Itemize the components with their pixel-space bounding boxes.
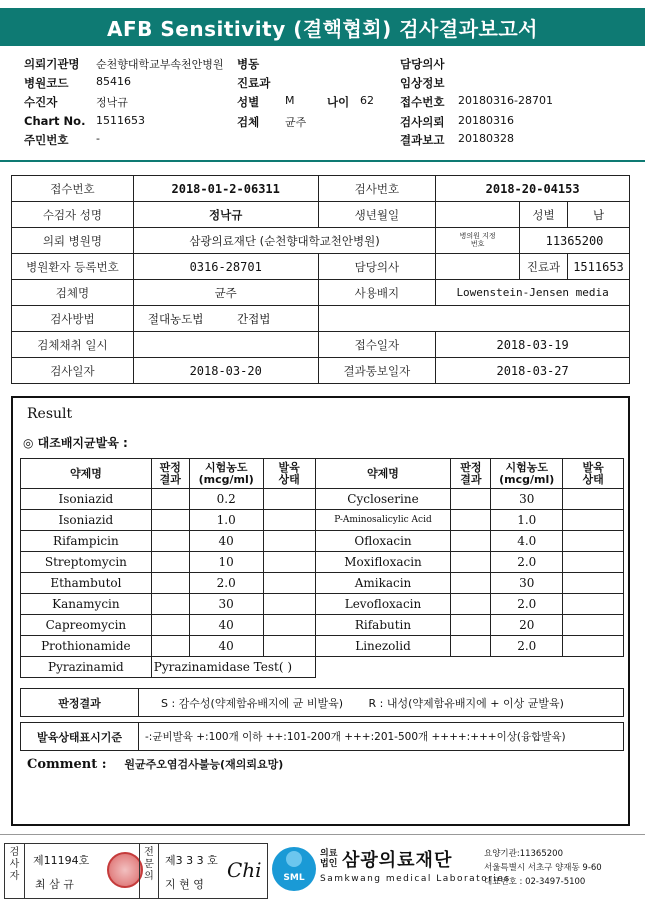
drug-conc: 2.0 bbox=[491, 636, 563, 657]
reg-no-label: 병원환자 등록번호 bbox=[12, 254, 134, 280]
legend-table bbox=[20, 688, 624, 751]
patient-info-header bbox=[0, 52, 645, 152]
growth-legend-value: -:균비발육 +:100개 이하 ++:101-200개 +++:201-500개 ++++:+++이상(융합발육) bbox=[139, 723, 624, 751]
report-title: AFB Sensitivity (결핵협회) 검사결과보고서 bbox=[0, 8, 645, 46]
notify-value: 2018-03-27 bbox=[436, 358, 630, 384]
ward-label: 병동 bbox=[237, 57, 260, 71]
drug-name: Isoniazid bbox=[21, 510, 152, 531]
drug-judge bbox=[151, 552, 189, 573]
table-row bbox=[21, 510, 624, 531]
receipt-no-value: 2018-01-2-06311 bbox=[133, 176, 318, 202]
doctor-value bbox=[436, 254, 520, 280]
result-section bbox=[11, 396, 630, 826]
request-label: 검사의뢰 bbox=[400, 115, 445, 129]
gender-label: 성별 bbox=[520, 202, 568, 228]
drug-name: Moxifloxacin bbox=[315, 552, 451, 573]
drug-header-left: 약제명 bbox=[21, 459, 152, 489]
drug-judge bbox=[451, 510, 491, 531]
drug-conc: 40 bbox=[189, 636, 263, 657]
growth-header-left: 발육 상태 bbox=[263, 459, 315, 489]
table-row bbox=[21, 573, 624, 594]
hospital-code-label: 병원코드 bbox=[24, 76, 69, 90]
drug-name: Linezolid bbox=[315, 636, 451, 657]
signature-box bbox=[4, 843, 268, 899]
drug-growth bbox=[263, 636, 315, 657]
drug-conc: 4.0 bbox=[491, 531, 563, 552]
comment-label: Comment : bbox=[27, 757, 107, 772]
drug-judge bbox=[451, 615, 491, 636]
brand-name-english: Samkwang medical Laboratories bbox=[320, 874, 511, 884]
institution-code: 요양기관:11365200 bbox=[484, 849, 563, 859]
designation-label-cell bbox=[436, 228, 520, 254]
chart-value: 1511653 bbox=[96, 114, 145, 127]
drug-conc: 2.0 bbox=[491, 552, 563, 573]
patient-label: 수진자 bbox=[24, 95, 58, 109]
drug-growth bbox=[563, 594, 624, 615]
address: 서울특별시 서초구 양재동 9-60 bbox=[484, 863, 602, 873]
drug-growth bbox=[563, 552, 624, 573]
drug-judge bbox=[151, 594, 189, 615]
drug-conc: 1.0 bbox=[491, 510, 563, 531]
drug-name: Rifabutin bbox=[315, 615, 451, 636]
drug-conc: 30 bbox=[491, 573, 563, 594]
drug-growth bbox=[563, 531, 624, 552]
seal-stamp-icon bbox=[107, 852, 143, 888]
drug-judge bbox=[451, 636, 491, 657]
department-label: 진료과 bbox=[237, 76, 271, 90]
institution-label: 의뢰기관명 bbox=[24, 57, 80, 71]
drug-growth bbox=[563, 573, 624, 594]
specimen-value: 균주 bbox=[285, 116, 307, 129]
empty-cell bbox=[315, 657, 623, 678]
drug-name: Prothionamide bbox=[21, 636, 152, 657]
drug-name: Capreomycin bbox=[21, 615, 152, 636]
attending-label: 담당의사 bbox=[400, 57, 445, 71]
conc-header-right: 시험농도 (mcg/ml) bbox=[491, 459, 563, 489]
tester-number: 제11194호 bbox=[33, 854, 90, 867]
judge-header-right: 판정 결과 bbox=[451, 459, 491, 489]
drug-conc: 30 bbox=[491, 489, 563, 510]
collect-label: 검체채취 일시 bbox=[12, 332, 134, 358]
specimen-label: 검체 bbox=[237, 115, 260, 129]
drug-growth bbox=[563, 615, 624, 636]
hospital-value: 삼광의료재단 (순천향대학교천안병원) bbox=[133, 228, 435, 254]
control-growth-label: ◎ 대조배지균발육 : bbox=[23, 436, 128, 450]
pyrazinamid-name: Pyrazinamid bbox=[21, 657, 152, 678]
drug-growth bbox=[263, 489, 315, 510]
specialist-vertical-label: 전문의 bbox=[139, 844, 159, 898]
drug-conc: 20 bbox=[491, 615, 563, 636]
report-label: 결과보고 bbox=[400, 133, 445, 147]
reg-no-value: 0316-28701 bbox=[133, 254, 318, 280]
dept-label: 진료과 bbox=[520, 254, 568, 280]
drug-name: Cycloserine bbox=[315, 489, 451, 510]
drug-conc: 40 bbox=[189, 531, 263, 552]
collect-value bbox=[133, 332, 318, 358]
drug-judge bbox=[451, 594, 491, 615]
test-no-value: 2018-20-04153 bbox=[436, 176, 630, 202]
table-row bbox=[21, 657, 624, 678]
logo-text: SML bbox=[283, 873, 305, 883]
gender-value: 남 bbox=[567, 202, 629, 228]
drug-growth bbox=[263, 573, 315, 594]
doctor-label: 담당의사 bbox=[318, 254, 436, 280]
drug-judge bbox=[151, 573, 189, 594]
method-label: 검사방법 bbox=[12, 306, 134, 332]
birth-label: 생년월일 bbox=[318, 202, 436, 228]
drug-growth bbox=[263, 615, 315, 636]
age-value: 62 bbox=[360, 94, 374, 107]
patient-name-value: 정낙규 bbox=[133, 202, 318, 228]
drug-conc: 2.0 bbox=[189, 573, 263, 594]
conc-header-left: 시험농도 (mcg/ml) bbox=[189, 459, 263, 489]
footer-divider bbox=[0, 834, 645, 835]
hospital-label: 의뢰 병원명 bbox=[12, 228, 134, 254]
designation-label: 병의원 지정번호 bbox=[459, 232, 496, 248]
drug-conc: 10 bbox=[189, 552, 263, 573]
sex-label: 성별 bbox=[237, 95, 260, 109]
drug-judge bbox=[451, 489, 491, 510]
drug-name: Ofloxacin bbox=[315, 531, 451, 552]
dept-value: 1511653 bbox=[567, 254, 629, 280]
tester-name: 최 삼 규 bbox=[35, 878, 74, 891]
handwritten-signature: Chi bbox=[227, 858, 262, 882]
test-date-label: 검사일자 bbox=[12, 358, 134, 384]
drug-name: Rifampicin bbox=[21, 531, 152, 552]
specimen-name-value: 균주 bbox=[133, 280, 318, 306]
drug-growth bbox=[263, 594, 315, 615]
result-title: Result bbox=[27, 406, 73, 422]
receipt-value: 20180316-28701 bbox=[458, 94, 553, 107]
drug-name: Ethambutol bbox=[21, 573, 152, 594]
drug-growth bbox=[563, 510, 624, 531]
test-no-label: 검사번호 bbox=[318, 176, 436, 202]
drug-conc: 1.0 bbox=[189, 510, 263, 531]
sex-value: M bbox=[285, 94, 295, 107]
judge-legend-label: 판정결과 bbox=[21, 689, 139, 717]
request-value: 20180316 bbox=[458, 114, 514, 127]
resident-label: 주민번호 bbox=[24, 133, 69, 147]
drug-growth bbox=[263, 552, 315, 573]
table-row bbox=[21, 615, 624, 636]
drug-judge bbox=[151, 510, 189, 531]
received-value: 2018-03-19 bbox=[436, 332, 630, 358]
drug-name: Amikacin bbox=[315, 573, 451, 594]
patient-value: 정낙규 bbox=[96, 96, 128, 109]
resident-value: - bbox=[96, 132, 100, 145]
receipt-label: 접수번호 bbox=[400, 95, 445, 109]
method-absolute: 절대농도법 bbox=[147, 311, 204, 326]
receipt-no-label: 접수번호 bbox=[12, 176, 134, 202]
judge-header-left: 판정 결과 bbox=[151, 459, 189, 489]
tester-vertical-label: 검사자 bbox=[5, 844, 25, 898]
drug-judge bbox=[151, 531, 189, 552]
specimen-info-table bbox=[11, 175, 630, 384]
table-row bbox=[21, 636, 624, 657]
drug-name: Kanamycin bbox=[21, 594, 152, 615]
birth-value bbox=[436, 202, 520, 228]
table-row bbox=[21, 489, 624, 510]
drug-name: Streptomycin bbox=[21, 552, 152, 573]
drug-name: P-Aminosalicylic Acid bbox=[315, 510, 451, 531]
notify-label: 결과통보일자 bbox=[318, 358, 436, 384]
drug-name: Isoniazid bbox=[21, 489, 152, 510]
table-row bbox=[21, 594, 624, 615]
drug-growth bbox=[563, 636, 624, 657]
legend-resistant: R : 내성(약제함유배지에 + 이상 균발육) bbox=[368, 696, 564, 710]
drug-judge bbox=[451, 573, 491, 594]
institution-value: 순천향대학교부속천안병원 bbox=[96, 58, 224, 71]
drug-growth bbox=[263, 510, 315, 531]
method-blank bbox=[318, 306, 629, 332]
pyrazinamidase-test: Pyrazinamidase Test( ) bbox=[151, 657, 315, 678]
drug-judge bbox=[451, 531, 491, 552]
drug-header-right: 약제명 bbox=[315, 459, 451, 489]
report-value: 20180328 bbox=[458, 132, 514, 145]
legal-entity: 의료 법인 bbox=[320, 849, 338, 869]
drug-sensitivity-table bbox=[20, 458, 624, 678]
drug-judge bbox=[151, 636, 189, 657]
received-label: 접수일자 bbox=[318, 332, 436, 358]
table-row bbox=[21, 552, 624, 573]
comment-value: 원균주오염검사불능(재의뢰요망) bbox=[124, 758, 284, 771]
footer-brand bbox=[272, 843, 642, 899]
drug-judge bbox=[151, 615, 189, 636]
drug-conc: 0.2 bbox=[189, 489, 263, 510]
specialist-number: 제3 3 3 호 bbox=[165, 854, 218, 867]
specimen-name-label: 검체명 bbox=[12, 280, 134, 306]
brand-name-korean: 삼광의료재단 bbox=[342, 850, 453, 871]
test-date-value: 2018-03-20 bbox=[133, 358, 318, 384]
drug-name: Levofloxacin bbox=[315, 594, 451, 615]
clinical-info-label: 임상정보 bbox=[400, 76, 445, 90]
hospital-code-value: 85416 bbox=[96, 75, 131, 88]
specialist-name: 지 현 영 bbox=[165, 878, 204, 891]
growth-header-right: 발육 상태 bbox=[563, 459, 624, 489]
medium-label: 사용배지 bbox=[318, 280, 436, 306]
drug-judge bbox=[451, 552, 491, 573]
drug-judge bbox=[151, 489, 189, 510]
drug-conc: 2.0 bbox=[491, 594, 563, 615]
designation-value: 11365200 bbox=[520, 228, 630, 254]
method-indirect: 간접법 bbox=[237, 311, 271, 326]
legend-susceptible: S : 감수성(약제함유배지에 균 비발육) bbox=[161, 696, 344, 710]
judge-legend-value bbox=[139, 689, 624, 717]
method-values bbox=[133, 306, 318, 332]
patient-name-label: 수검자 성명 bbox=[12, 202, 134, 228]
drug-conc: 30 bbox=[189, 594, 263, 615]
drug-growth bbox=[263, 531, 315, 552]
drug-growth bbox=[563, 489, 624, 510]
comment-line bbox=[27, 756, 283, 772]
section-divider bbox=[0, 160, 645, 162]
chart-label: Chart No. bbox=[24, 114, 86, 128]
growth-legend-label: 발육상태표시기준 bbox=[21, 723, 139, 751]
age-label: 나이 bbox=[327, 95, 350, 109]
phone: 대표번호 : 02-3497-5100 bbox=[484, 877, 586, 887]
sml-logo-icon bbox=[272, 847, 316, 891]
contact-info bbox=[484, 847, 602, 889]
drug-conc: 40 bbox=[189, 615, 263, 636]
table-row bbox=[21, 531, 624, 552]
medium-value: Lowenstein-Jensen media bbox=[436, 280, 630, 306]
